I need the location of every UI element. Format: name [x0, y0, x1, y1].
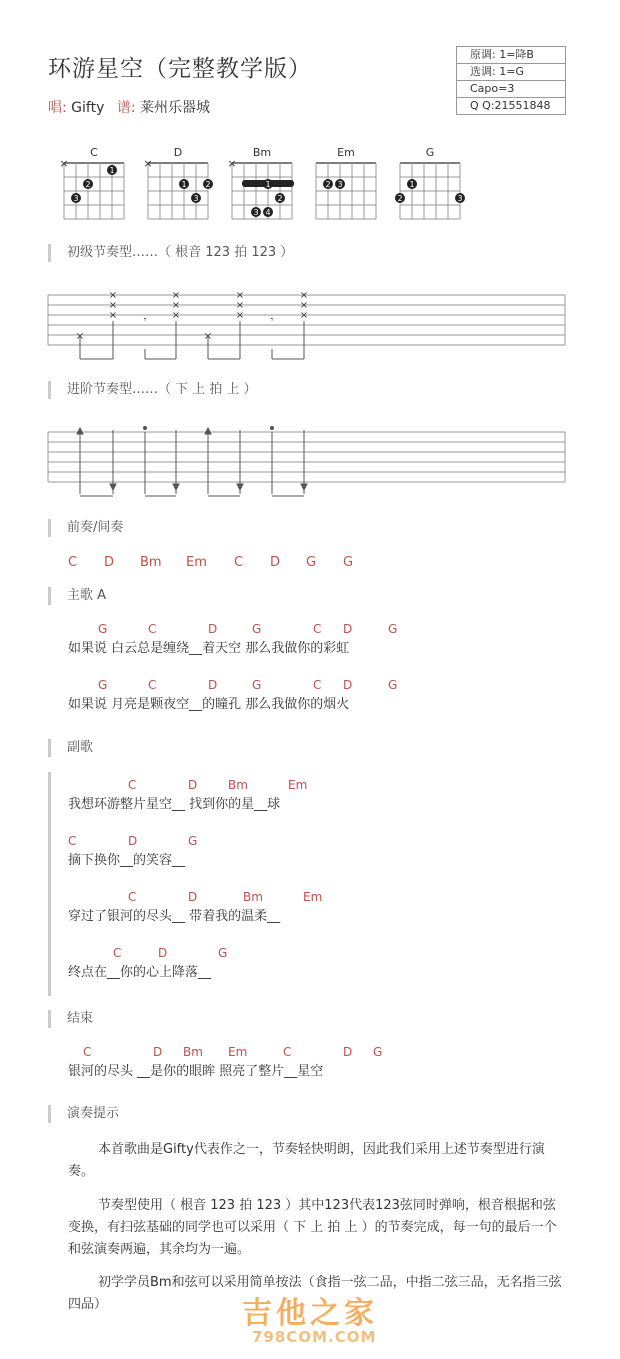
chord-name-bm: Bm	[252, 146, 272, 159]
section-rhythm-basic: 初级节奏型……（ 根音 123 拍 123 ）	[48, 244, 293, 262]
intro-chord: Bm	[140, 555, 162, 570]
chord-diagram-c	[59, 157, 124, 219]
svg-text:×: ×	[203, 331, 213, 342]
svg-text:×: ×	[108, 310, 118, 321]
chorus-chord: C	[113, 946, 122, 960]
chord-diagrams	[0, 0, 620, 230]
chord-name-em: Em	[337, 146, 355, 159]
svg-text:2: 2	[325, 180, 331, 189]
svg-text:3: 3	[457, 194, 463, 203]
svg-text:1: 1	[265, 180, 271, 189]
svg-text:×: ×	[171, 290, 181, 301]
verse-chord: G	[98, 622, 108, 636]
chorus-chord: Em	[303, 890, 323, 904]
svg-text:×: ×	[235, 290, 245, 301]
song-title: 环游星空（完整教学版）	[48, 56, 312, 82]
chorus-lyric: 终点在__你的心上降落__	[68, 965, 212, 980]
original-key: 原调: 1=降B	[457, 47, 565, 64]
chorus-chord: G	[188, 834, 198, 848]
chorus-lyric: 摘下换你__的笑容__	[68, 853, 186, 868]
svg-text:1: 1	[409, 180, 415, 189]
verse-chord: G	[98, 678, 108, 692]
tip-paragraph: 本首歌曲是Gifty代表作之一，节奏轻快明朗，因此我们采用上述节奏型进行演奏。	[68, 1142, 545, 1179]
chorus-chord: Em	[288, 778, 308, 792]
rhythm-tab-advanced	[0, 422, 620, 502]
svg-text:×: ×	[108, 290, 118, 301]
watermark-url: 798COM.COM	[252, 1328, 377, 1346]
singer-name: Gifty	[71, 100, 105, 116]
chord-diagram-bm	[227, 157, 294, 219]
capo: Capo=3	[457, 81, 565, 98]
verse-chord: C	[313, 678, 322, 692]
svg-text:3: 3	[73, 194, 79, 203]
verse-chord: D	[208, 678, 218, 692]
svg-text:2: 2	[205, 180, 211, 189]
ending-chord: D	[343, 1045, 353, 1059]
section-verse: 主歌 A	[48, 587, 106, 605]
svg-text:4: 4	[265, 208, 271, 217]
ending-chord: C	[83, 1045, 92, 1059]
chord-diagram-g	[395, 163, 465, 219]
ending-chord: C	[283, 1045, 292, 1059]
svg-text:3: 3	[253, 208, 259, 217]
verse-chord: D	[343, 622, 353, 636]
svg-text:×: ×	[299, 300, 309, 311]
verse-chord: G	[252, 622, 262, 636]
chorus-chord: C	[68, 834, 77, 848]
chorus-chord: D	[128, 834, 138, 848]
ending-chord: G	[373, 1045, 383, 1059]
intro-chord: D	[270, 555, 281, 570]
chorus-chord: D	[188, 778, 198, 792]
chord-name-d: D	[173, 146, 183, 159]
svg-text:×: ×	[59, 157, 69, 170]
chorus-lyric: 穿过了银河的尽头__ 带着我的温柔__	[68, 909, 281, 924]
section-rhythm-advanced: 进阶节奏型……（ 下 上 拍 上 ）	[48, 381, 257, 399]
svg-text:1: 1	[181, 180, 187, 189]
chord-name-g: G	[425, 146, 435, 159]
svg-text:𝄾: 𝄾	[143, 315, 147, 326]
tip-paragraph: 初学学员Bm和弦可以采用简单按法（食指一弦二品，中指二弦三品，无名指三弦四品）	[68, 1275, 562, 1312]
tip-paragraph: 节奏型使用（ 根音 123 拍 123 ）其中123代表123弦同时弹响，根音根据和弦变换，有扫弦基础的同学也可以采用（ 下 上 拍 上 ）的节奏完成，每一句的最后一个和弦演奏两遍，其余均为一遍。	[68, 1198, 557, 1257]
chorus-chord: G	[218, 946, 228, 960]
svg-text:×: ×	[227, 157, 237, 170]
svg-text:1: 1	[109, 166, 115, 175]
chorus-lyric: 我想环游整片星空__ 找到你的星__球	[68, 797, 281, 812]
intro-chord: G	[306, 555, 317, 570]
verse-chord: C	[148, 622, 157, 636]
chosen-key: 选调: 1=G	[457, 64, 565, 81]
intro-chord: C	[68, 555, 78, 570]
transcriber-label: 谱:	[116, 100, 136, 116]
svg-text:×: ×	[235, 310, 245, 321]
singer-label: 唱:	[48, 100, 67, 116]
verse-lyric: 如果说 月亮是颗夜空__的瞳孔 那么我做你的烟火	[68, 697, 350, 712]
verse-chord: G	[388, 678, 398, 692]
chord-name-c: C	[90, 146, 98, 159]
svg-text:×: ×	[299, 310, 309, 321]
intro-chord: Em	[186, 555, 207, 570]
ending-chord: D	[153, 1045, 163, 1059]
intro-chord: C	[234, 555, 244, 570]
ending-chord: Em	[228, 1045, 248, 1059]
svg-text:×: ×	[235, 300, 245, 311]
section-ending: 结束	[48, 1010, 93, 1028]
chorus-chord: C	[128, 778, 137, 792]
svg-text:×: ×	[75, 331, 85, 342]
verse-chord: C	[313, 622, 322, 636]
svg-text:×: ×	[143, 157, 153, 170]
chorus-chord: D	[188, 890, 198, 904]
svg-text:2: 2	[85, 180, 91, 189]
svg-text:3: 3	[193, 194, 199, 203]
chorus-bar	[48, 772, 51, 996]
chorus-chord: Bm	[228, 778, 248, 792]
section-tips: 演奏提示	[48, 1105, 119, 1123]
svg-text:×: ×	[108, 300, 118, 311]
verse-chord: D	[208, 622, 218, 636]
section-intro: 前奏/间奏	[48, 519, 123, 537]
chorus-chord: Bm	[243, 890, 263, 904]
watermark-logo: 吉他之家	[242, 1296, 378, 1331]
svg-text:3: 3	[337, 180, 343, 189]
rhythm-tab-basic	[0, 285, 620, 365]
section-chorus: 副歌	[48, 739, 93, 757]
chorus-chord: C	[128, 890, 137, 904]
chord-diagram-em	[316, 163, 376, 219]
qq-number: Q Q:21551848	[470, 99, 551, 112]
chord-diagram-d	[143, 157, 213, 219]
intro-chord: D	[104, 555, 115, 570]
svg-text:2: 2	[397, 194, 403, 203]
transcriber-name: 莱州乐器城	[140, 100, 210, 116]
verse-chord: G	[252, 678, 262, 692]
verse-chord: C	[148, 678, 157, 692]
ending-chord: Bm	[183, 1045, 203, 1059]
svg-text:×: ×	[171, 300, 181, 311]
intro-chord: G	[343, 555, 354, 570]
svg-text:×: ×	[171, 310, 181, 321]
svg-text:𝄾: 𝄾	[270, 315, 274, 326]
ending-lyric: 银河的尽头 __是你的眼眸 照亮了整片__星空	[68, 1064, 324, 1079]
verse-chord: D	[343, 678, 353, 692]
svg-text:2: 2	[277, 194, 283, 203]
verse-lyric: 如果说 白云总是缠绕__着天空 那么我做你的彩虹	[68, 641, 350, 656]
svg-text:×: ×	[299, 290, 309, 301]
chorus-chord: D	[158, 946, 168, 960]
verse-chord: G	[388, 622, 398, 636]
